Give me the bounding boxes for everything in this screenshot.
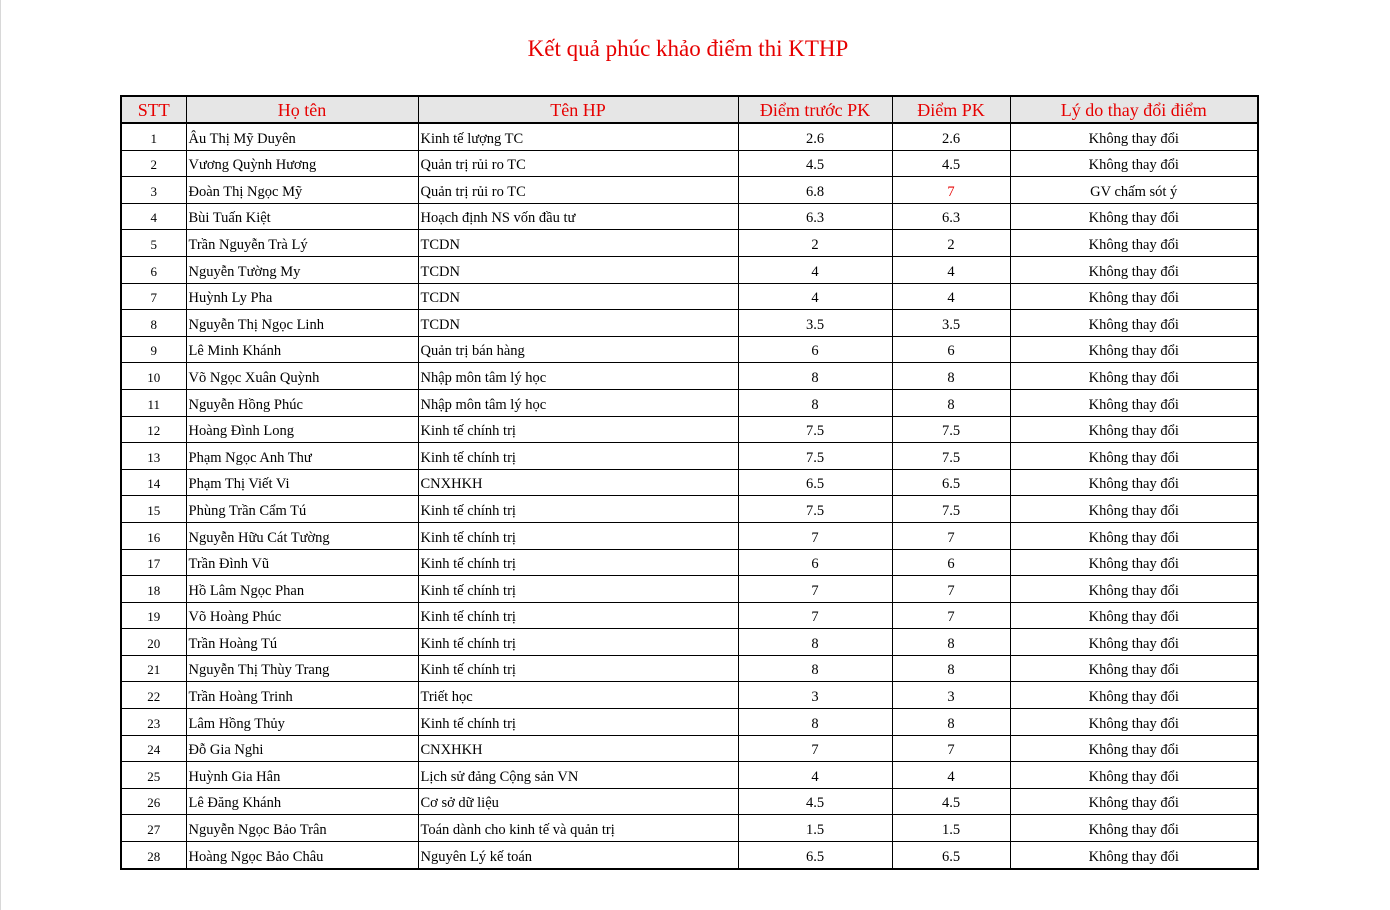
cell-score-after: 6.5 [892, 469, 1010, 496]
cell-score-before: 4.5 [738, 150, 892, 177]
cell-course: Kinh tế chính trị [418, 443, 738, 470]
cell-reason: Không thay đổi [1010, 655, 1258, 682]
cell-reason: Không thay đổi [1010, 522, 1258, 549]
cell-reason: Không thay đổi [1010, 150, 1258, 177]
cell-score-before: 4.5 [738, 788, 892, 815]
cell-score-before: 7 [738, 522, 892, 549]
table-row [121, 150, 1258, 177]
cell-score-after: 7 [892, 576, 1010, 603]
cell-course: Kinh tế lượng TC [418, 123, 738, 150]
cell-name: Nguyễn Tường My [186, 256, 418, 283]
cell-score-before: 7 [738, 735, 892, 762]
cell-stt: 13 [121, 443, 186, 470]
cell-name: Hồ Lâm Ngọc Phan [186, 576, 418, 603]
cell-score-after: 8 [892, 363, 1010, 390]
cell-score-after: 7 [892, 735, 1010, 762]
cell-course: Nguyên Lý kế toán [418, 842, 738, 869]
cell-course: Kinh tế chính trị [418, 576, 738, 603]
cell-name: Hoàng Ngọc Bảo Châu [186, 842, 418, 869]
cell-course: Kinh tế chính trị [418, 629, 738, 656]
cell-stt: 6 [121, 256, 186, 283]
cell-score-after: 7 [892, 177, 1010, 204]
cell-stt: 26 [121, 788, 186, 815]
cell-score-after: 3 [892, 682, 1010, 709]
cell-score-after: 2 [892, 230, 1010, 257]
cell-reason: Không thay đổi [1010, 682, 1258, 709]
cell-reason: Không thay đổi [1010, 416, 1258, 443]
cell-score-after: 2.6 [892, 123, 1010, 150]
cell-reason: Không thay đổi [1010, 230, 1258, 257]
cell-course: Kinh tế chính trị [418, 655, 738, 682]
cell-name: Võ Hoàng Phúc [186, 602, 418, 629]
table-body [121, 123, 1258, 869]
cell-score-after: 4.5 [892, 150, 1010, 177]
cell-reason: Không thay đổi [1010, 336, 1258, 363]
cell-name: Âu Thị Mỹ Duyên [186, 123, 418, 150]
cell-score-before: 4 [738, 283, 892, 310]
cell-score-after: 4 [892, 256, 1010, 283]
cell-reason: Không thay đổi [1010, 283, 1258, 310]
cell-name: Phùng Trần Cẩm Tú [186, 496, 418, 523]
table-row [121, 709, 1258, 736]
cell-course: CNXHKH [418, 469, 738, 496]
table-row [121, 283, 1258, 310]
cell-score-before: 6.5 [738, 842, 892, 869]
page-title: Kết quả phúc khảo điểm thi KTHP [527, 36, 849, 61]
cell-name: Lê Minh Khánh [186, 336, 418, 363]
cell-score-before: 3.5 [738, 310, 892, 337]
cell-score-after: 7.5 [892, 416, 1010, 443]
table-row [121, 735, 1258, 762]
cell-score-before: 8 [738, 389, 892, 416]
column-header-score-before: Điểm trước PK [738, 96, 892, 123]
cell-name: Vương Quỳnh Hương [186, 150, 418, 177]
cell-name: Trần Nguyễn Trà Lý [186, 230, 418, 257]
table-row [121, 363, 1258, 390]
cell-score-before: 4 [738, 256, 892, 283]
cell-score-before: 3 [738, 682, 892, 709]
cell-name: Phạm Thị Viết Vi [186, 469, 418, 496]
cell-name: Lê Đăng Khánh [186, 788, 418, 815]
cell-name: Huỳnh Ly Pha [186, 283, 418, 310]
cell-score-after: 8 [892, 389, 1010, 416]
cell-course: Kinh tế chính trị [418, 416, 738, 443]
cell-score-before: 6.8 [738, 177, 892, 204]
cell-score-after: 6 [892, 549, 1010, 576]
cell-course: Cơ sở dữ liệu [418, 788, 738, 815]
cell-stt: 20 [121, 629, 186, 656]
table-row [121, 177, 1258, 204]
cell-stt: 27 [121, 815, 186, 842]
cell-score-after: 8 [892, 629, 1010, 656]
table-header-row [121, 96, 1258, 123]
cell-reason: Không thay đổi [1010, 443, 1258, 470]
cell-reason: Không thay đổi [1010, 842, 1258, 869]
table-row [121, 602, 1258, 629]
cell-name: Nguyễn Hồng Phúc [186, 389, 418, 416]
cell-name: Phạm Ngọc Anh Thư [186, 443, 418, 470]
cell-stt: 11 [121, 389, 186, 416]
cell-stt: 19 [121, 602, 186, 629]
column-header-name: Họ tên [186, 96, 418, 123]
cell-score-after: 7.5 [892, 443, 1010, 470]
column-header-course: Tên HP [418, 96, 738, 123]
cell-score-before: 4 [738, 762, 892, 789]
table-row [121, 496, 1258, 523]
cell-score-after: 6.3 [892, 203, 1010, 230]
cell-reason: Không thay đổi [1010, 389, 1258, 416]
table-row [121, 522, 1258, 549]
cell-stt: 1 [121, 123, 186, 150]
cell-course: Kinh tế chính trị [418, 549, 738, 576]
cell-stt: 17 [121, 549, 186, 576]
table-row [121, 842, 1258, 869]
cell-stt: 5 [121, 230, 186, 257]
cell-score-before: 7 [738, 602, 892, 629]
cell-reason: Không thay đổi [1010, 735, 1258, 762]
table-row [121, 469, 1258, 496]
cell-name: Nguyễn Hữu Cát Tường [186, 522, 418, 549]
cell-stt: 4 [121, 203, 186, 230]
cell-name: Đoàn Thị Ngọc Mỹ [186, 177, 418, 204]
table-row [121, 416, 1258, 443]
table-row [121, 762, 1258, 789]
cell-course: TCDN [418, 230, 738, 257]
cell-reason: Không thay đổi [1010, 310, 1258, 337]
cell-score-after: 8 [892, 655, 1010, 682]
cell-score-before: 8 [738, 709, 892, 736]
cell-name: Trần Đình Vũ [186, 549, 418, 576]
cell-score-before: 6 [738, 549, 892, 576]
cell-score-before: 7.5 [738, 416, 892, 443]
cell-course: Kinh tế chính trị [418, 496, 738, 523]
cell-stt: 23 [121, 709, 186, 736]
cell-score-before: 8 [738, 655, 892, 682]
cell-score-after: 4.5 [892, 788, 1010, 815]
cell-score-before: 7.5 [738, 496, 892, 523]
cell-score-before: 6.3 [738, 203, 892, 230]
cell-name: Trần Hoàng Trinh [186, 682, 418, 709]
cell-score-before: 7.5 [738, 443, 892, 470]
table-row [121, 230, 1258, 257]
table-row [121, 310, 1258, 337]
cell-name: Đỗ Gia Nghi [186, 735, 418, 762]
cell-stt: 16 [121, 522, 186, 549]
cell-score-before: 2.6 [738, 123, 892, 150]
cell-reason: GV chấm sót ý [1010, 177, 1258, 204]
cell-stt: 7 [121, 283, 186, 310]
cell-stt: 14 [121, 469, 186, 496]
cell-stt: 21 [121, 655, 186, 682]
cell-name: Trần Hoàng Tú [186, 629, 418, 656]
results-table [120, 95, 1259, 870]
cell-course: Triết học [418, 682, 738, 709]
cell-stt: 15 [121, 496, 186, 523]
cell-reason: Không thay đổi [1010, 629, 1258, 656]
table-row [121, 389, 1258, 416]
page-edge [0, 0, 1, 910]
cell-course: Quản trị bán hàng [418, 336, 738, 363]
table-row [121, 788, 1258, 815]
cell-reason: Không thay đổi [1010, 602, 1258, 629]
cell-course: TCDN [418, 310, 738, 337]
cell-stt: 2 [121, 150, 186, 177]
cell-course: Kinh tế chính trị [418, 709, 738, 736]
cell-course: TCDN [418, 256, 738, 283]
cell-reason: Không thay đổi [1010, 363, 1258, 390]
cell-name: Bùi Tuấn Kiệt [186, 203, 418, 230]
cell-reason: Không thay đổi [1010, 549, 1258, 576]
cell-course: Nhập môn tâm lý học [418, 363, 738, 390]
cell-stt: 8 [121, 310, 186, 337]
cell-course: Quản trị rủi ro TC [418, 177, 738, 204]
cell-score-after: 3.5 [892, 310, 1010, 337]
cell-stt: 22 [121, 682, 186, 709]
cell-score-before: 8 [738, 629, 892, 656]
cell-stt: 3 [121, 177, 186, 204]
cell-reason: Không thay đổi [1010, 762, 1258, 789]
cell-stt: 12 [121, 416, 186, 443]
cell-reason: Không thay đổi [1010, 123, 1258, 150]
cell-course: Kinh tế chính trị [418, 522, 738, 549]
cell-score-before: 8 [738, 363, 892, 390]
cell-score-before: 6 [738, 336, 892, 363]
table-row [121, 123, 1258, 150]
table-row [121, 336, 1258, 363]
cell-name: Lâm Hồng Thủy [186, 709, 418, 736]
cell-score-before: 6.5 [738, 469, 892, 496]
cell-stt: 9 [121, 336, 186, 363]
cell-course: Nhập môn tâm lý học [418, 389, 738, 416]
cell-stt: 25 [121, 762, 186, 789]
cell-reason: Không thay đổi [1010, 256, 1258, 283]
cell-reason: Không thay đổi [1010, 469, 1258, 496]
cell-course: Hoạch định NS vốn đầu tư [418, 203, 738, 230]
table-row [121, 443, 1258, 470]
cell-name: Nguyễn Thị Thùy Trang [186, 655, 418, 682]
cell-course: CNXHKH [418, 735, 738, 762]
table-row [121, 629, 1258, 656]
table-row [121, 682, 1258, 709]
cell-score-before: 1.5 [738, 815, 892, 842]
cell-course: Quản trị rủi ro TC [418, 150, 738, 177]
cell-reason: Không thay đổi [1010, 496, 1258, 523]
cell-course: Toán dành cho kinh tế và quản trị [418, 815, 738, 842]
table-row [121, 203, 1258, 230]
cell-score-after: 4 [892, 283, 1010, 310]
cell-score-after: 8 [892, 709, 1010, 736]
cell-reason: Không thay đổi [1010, 709, 1258, 736]
cell-stt: 18 [121, 576, 186, 603]
cell-name: Nguyễn Ngọc Bảo Trân [186, 815, 418, 842]
cell-stt: 10 [121, 363, 186, 390]
cell-score-after: 4 [892, 762, 1010, 789]
cell-score-after: 6.5 [892, 842, 1010, 869]
cell-course: Lịch sử đảng Cộng sản VN [418, 762, 738, 789]
cell-stt: 24 [121, 735, 186, 762]
cell-score-after: 6 [892, 336, 1010, 363]
cell-name: Võ Ngọc Xuân Quỳnh [186, 363, 418, 390]
cell-reason: Không thay đổi [1010, 576, 1258, 603]
cell-stt: 28 [121, 842, 186, 869]
column-header-score-after: Điểm PK [892, 96, 1010, 123]
cell-score-after: 1.5 [892, 815, 1010, 842]
cell-name: Hoàng Đình Long [186, 416, 418, 443]
cell-score-before: 7 [738, 576, 892, 603]
cell-reason: Không thay đổi [1010, 815, 1258, 842]
cell-name: Nguyễn Thị Ngọc Linh [186, 310, 418, 337]
table-row [121, 655, 1258, 682]
table-row [121, 256, 1258, 283]
cell-score-after: 7.5 [892, 496, 1010, 523]
cell-score-after: 7 [892, 602, 1010, 629]
cell-score-before: 2 [738, 230, 892, 257]
cell-name: Huỳnh Gia Hân [186, 762, 418, 789]
table-row [121, 815, 1258, 842]
cell-reason: Không thay đổi [1010, 788, 1258, 815]
cell-course: TCDN [418, 283, 738, 310]
cell-score-after: 7 [892, 522, 1010, 549]
cell-course: Kinh tế chính trị [418, 602, 738, 629]
column-header-stt: STT [121, 96, 186, 123]
table-row [121, 549, 1258, 576]
column-header-reason: Lý do thay đổi điểm [1010, 96, 1258, 123]
cell-reason: Không thay đổi [1010, 203, 1258, 230]
table-row [121, 576, 1258, 603]
